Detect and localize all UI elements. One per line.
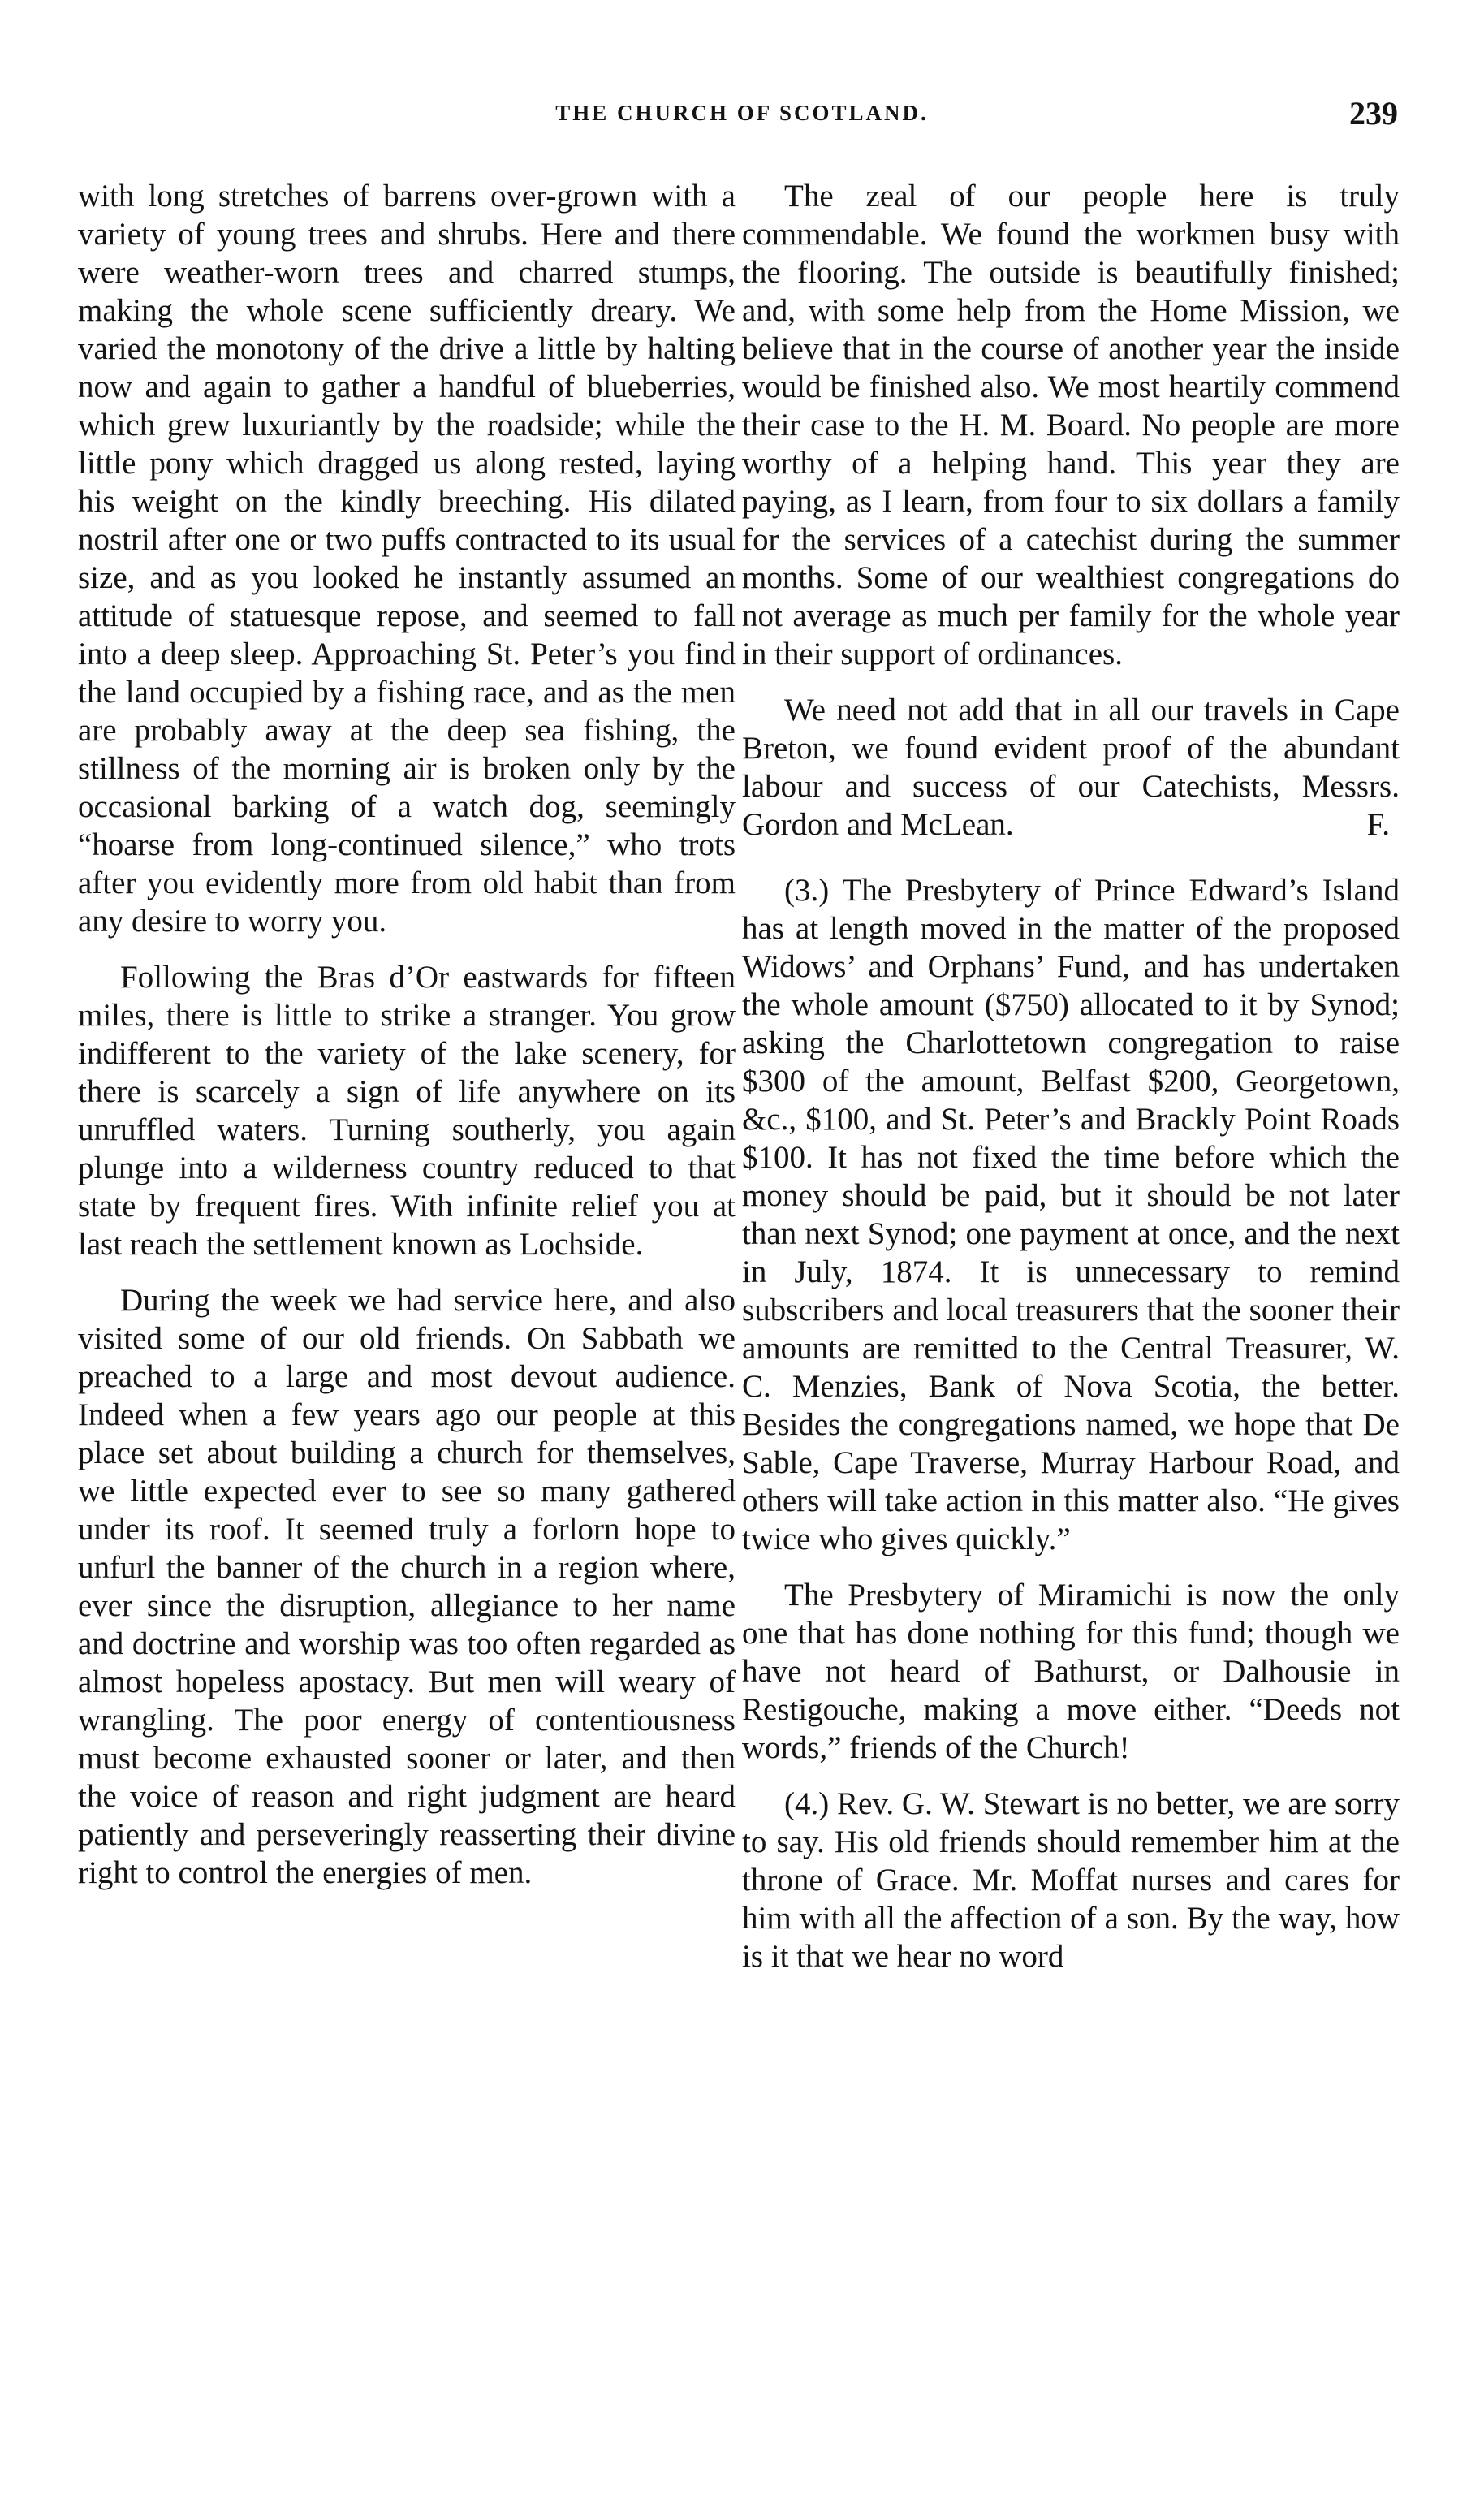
running-title: THE CHURCH OF SCOTLAND. xyxy=(555,101,929,125)
paragraph-lochside-service: During the week we had service here, and also visited some of our old friends. On Sabbath we preached to a large and most devout audience. Indeed when a few years ago our people at this place set about building a church for themselves, we little expected ever to see so many gathered under its roof. It seemed truly a forlorn hope to unfurl the banner of the church in a region where, ever since the disruption, allegiance to her name and doctrine and worship was too often regarded as almost hopeless apostacy. But men will weary of wrangling. The poor energy of contentiousness must become exhausted sooner or later, and then the voice of reason and right judgment are heard patiently and perseveringly reasserting their divine right to control the energies of men. xyxy=(78,1283,736,1890)
paragraph-presbytery-pei: (3.) The Presbytery of Prince Edward’s Island has at length moved in the matter of the proposed Widows’ and Orphans’ Fund, and has undertaken the whole amount ($750) allocated to it by Synod; asking the Charlottetown congregation to raise $300 of the amount, Belfast $200, Georgetown, &c., $100, and St. Peter’s and Brackly Point Roads $100. It has not fixed the time before which the money should be paid, but it should be not later than next Synod; one payment at once, and the next in July, 1874. It is unnecessary to remind subscribers and local treasurers that the sooner their amounts are remitted to the Central Treasurer, W. C. Menzies, Bank of Nova Scotia, the better. Besides the congregations named, we hope that De Sable, Cape Traverse, Murray Harbour Road, and others will take action in this matter also. “He gives twice who gives quickly.” xyxy=(742,873,1400,1556)
paragraph-continued: with long stretches of barrens over-grown with a variety of young trees and shrubs. Here and there were weather-worn trees and charred stumps, making the whole scene sufficiently dreary. We varied the monotony of the drive a little by halting now and again to gather a handful of blueberries, which grew luxuriantly by the roadside; while the little pony which dragged us along rested, laying his weight on the kindly breeching. His dilated nostril after one or two puffs contracted to its usual size, and as you looked he instantly assumed an attitude of statuesque repose, and seemed to fall into a deep sleep. Approaching St. Peter’s you find the land occupied by a fishing race, and as the men are probably away at the deep sea fishing, the stillness of the morning air is broken only by the occasional barking of a watch dog, seemingly “hoarse from long-continued silence,” who trots after you evidently more from old habit than from any desire to worry you. xyxy=(78,179,736,939)
paragraph-bras-dor: Following the Bras d’Or eastwards for fifteen miles, there is little to strike a stranger. You grow indifferent to the variety of the lake scenery, for there is scarcely a sign of life anywhere on its unruffled waters. Turning southerly, you again plunge into a wilderness country reduced to that state by frequent fires. With infinite relief you at last reach the settlement known as Lochside. xyxy=(78,960,736,1262)
page-number: 239 xyxy=(1349,95,1398,132)
paragraph-zeal: The zeal of our people here is truly commendable. We found the workmen busy with the flooring. The outside is beautifully finished; and, with some help from the Home Mission, we believe that in the course of another year the inside would be finished also. We most heartily commend their case to the H. M. Board. No people are more worthy of a helping hand. This year they are paying, as I learn, from four to six dollars a family for the services of a catechist during the summer months. Some of our wealthiest congregations do not average as much per family for the whole year in their support of ordinances. xyxy=(742,179,1400,671)
paragraph-presbytery-miramichi: The Presbytery of Miramichi is now the only one that has done nothing for this fund; though we have not heard of Bathurst, or Dalhousie in Restigouche, making a move either. “Deeds not words,” friends of the Church! xyxy=(742,1578,1400,1765)
paragraph-catechists-text: We need not add that in all our travels in Cape Breton, we found evident proof of the abundant labour and success of our Catechists, Messrs. Gordon and McLean. xyxy=(742,693,1400,842)
paragraph-stewart: (4.) Rev. G. W. Stewart is no better, we are sorry to say. His old friends should remember him at the throne of Grace. Mr. Moffat nurses and cares for him with all the affection of a son. By the way, how is it that we hear no word xyxy=(742,1786,1400,1974)
left-column xyxy=(78,177,736,1910)
right-column xyxy=(742,177,1400,1993)
paragraph-catechists xyxy=(742,691,1400,844)
running-head xyxy=(78,88,1406,136)
signature: F. xyxy=(1366,807,1390,842)
